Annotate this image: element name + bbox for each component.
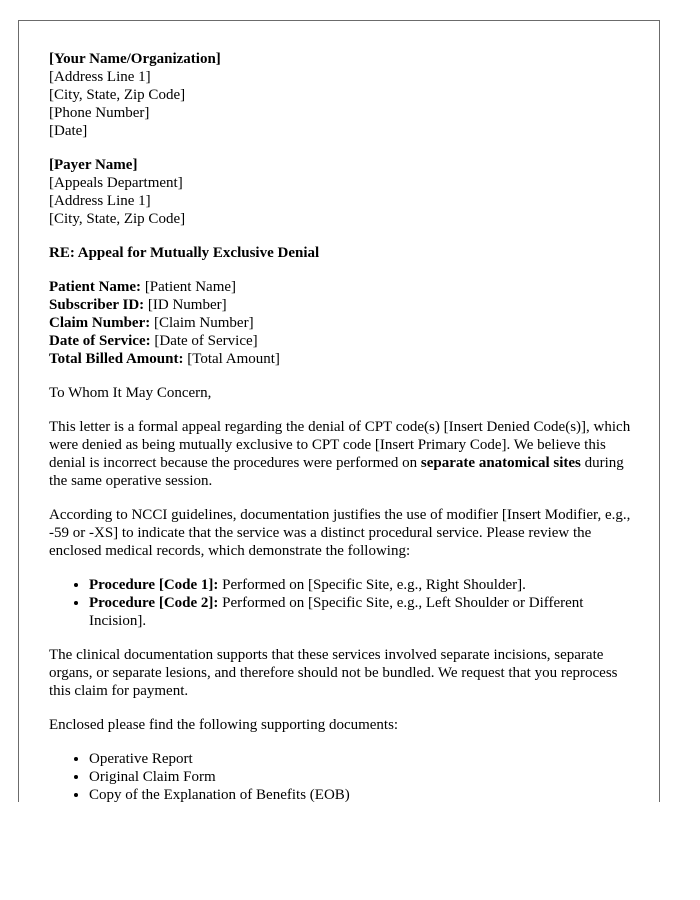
claim-info-value: [Patient Name] <box>144 279 237 295</box>
claim-info-row <box>49 332 634 350</box>
recipient-address: [Address Line 1] <box>49 193 151 209</box>
claim-info-label: Claim Number: <box>49 315 151 331</box>
enclosed-intro: Enclosed please find the following supporting documents: <box>49 717 399 733</box>
procedure-text: Performed on [Specific Site, e.g., Right Shoulder]. <box>222 577 526 593</box>
claim-info-row <box>49 278 634 296</box>
claim-info-row <box>49 296 634 314</box>
sender-address: [Address Line 1] <box>49 69 151 85</box>
letter-content <box>49 50 634 802</box>
list-item: • Copy of the Explanation of Benefits (EOB) <box>89 786 634 802</box>
guidelines-paragraph: According to NCCI guidelines, documentation justifies the use of modifier [Insert Modifier, e.g., -59 or -XS] to indicate that the service was a distinct procedural service. Please review the enclosed medical records, which demonstrate the following: <box>49 507 631 559</box>
salutation: To Whom It May Concern, <box>49 385 212 401</box>
subject-line: RE: Appeal for Mutually Exclusive Denial <box>49 245 320 261</box>
claim-info-label: Date of Service: <box>49 333 151 349</box>
documentation-paragraph: The clinical documentation supports that these services involved separate incisions, separate organs, or separate lesions, and therefore should not be bundled. We request that you reprocess this claim for payment. <box>49 647 618 699</box>
claim-info-value: [Total Amount] <box>187 351 280 367</box>
procedure-text: Performed on [Specific Site, e.g., Left Shoulder or Different Incision]. <box>89 595 584 629</box>
sender-city-state-zip: [City, State, Zip Code] <box>49 87 186 103</box>
recipient-block <box>49 156 634 228</box>
claim-info-label: Patient Name: <box>49 279 142 295</box>
claim-info-row <box>49 350 634 368</box>
list-item <box>89 594 634 630</box>
claim-info-value: [ID Number] <box>147 297 227 313</box>
letter-date: [Date] <box>49 123 88 139</box>
emphasis-text: separate anatomical sites <box>420 455 581 471</box>
claim-info-row <box>49 314 634 332</box>
appeal-paragraph: This letter is a formal appeal regarding the denial of CPT code(s) [Insert Denied Code(s)], which were denied as being mutually exclusive to CPT code [Insert Primary Code]. We believe this denial is incorrect because the procedures were performed on separate anatomical sites during the same operative session. <box>49 419 631 489</box>
recipient-department: [Appeals Department] <box>49 175 183 191</box>
sender-phone: [Phone Number] <box>49 105 150 121</box>
procedure-label: Procedure [Code 1]: <box>89 577 219 593</box>
claim-info-label: Total Billed Amount: <box>49 351 184 367</box>
claim-info-value: [Date of Service] <box>154 333 258 349</box>
recipient-city-state-zip: [City, State, Zip Code] <box>49 211 186 227</box>
recipient-name: [Payer Name] <box>49 157 138 173</box>
list-item <box>89 576 634 594</box>
procedure-list <box>49 576 634 630</box>
claim-info-value: [Claim Number] <box>154 315 254 331</box>
claim-info-label: Subscriber ID: <box>49 297 145 313</box>
list-item: • Original Claim Form <box>89 768 634 786</box>
list-item: • Operative Report <box>89 750 634 768</box>
letter-page <box>18 20 660 802</box>
claim-info-block <box>49 278 634 368</box>
procedure-label: Procedure [Code 2]: <box>89 595 219 611</box>
sender-name: [Your Name/Organization] <box>49 51 221 67</box>
sender-block <box>49 50 634 140</box>
enclosure-list <box>49 750 634 802</box>
